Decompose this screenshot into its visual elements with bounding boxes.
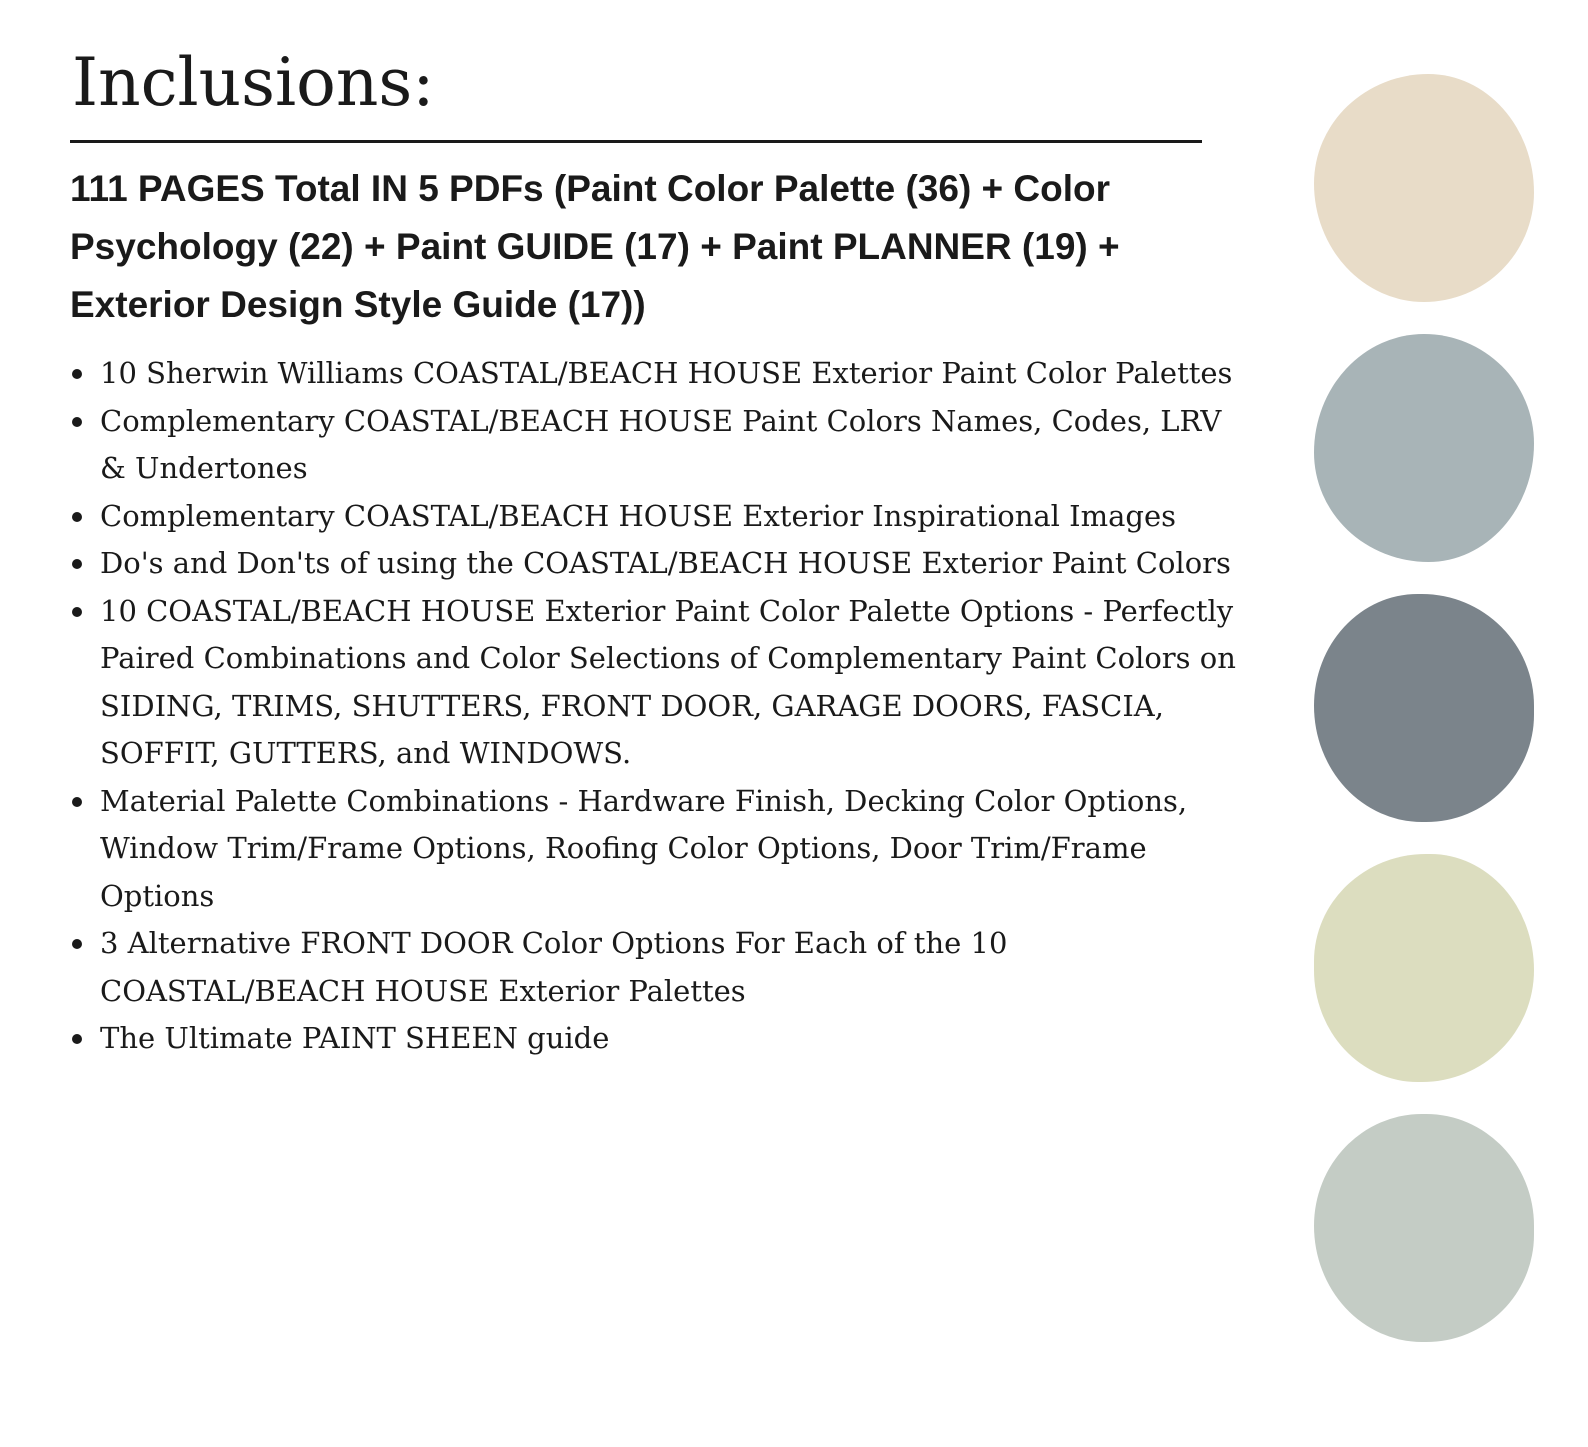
- title-divider: [70, 140, 1202, 143]
- bullet-icon: [72, 939, 82, 949]
- list-item-text: Material Palette Combinations - Hardware Finish, Decking Color Options, Window Trim/Frame Options, Roofing Color Options, Door Trim/Frame Options: [100, 783, 1188, 913]
- list-item-text: 10 COASTAL/BEACH HOUSE Exterior Paint Color Palette Options - Perfectly Paired Combinations and Color Selections of Complementary Paint Colors on SIDING, TRIMS, SHUTTERS, FRONT DOOR, GARAGE DOORS, FASCIA, SOFFIT, GUTTERS, and WINDOWS.: [100, 593, 1236, 770]
- list-item: [68, 398, 1238, 493]
- list-item-text: 10 Sherwin Williams COASTAL/BEACH HOUSE Exterior Paint Color Palettes: [100, 356, 1233, 390]
- list-item-text: Do's and Don'ts of using the COASTAL/BEACH HOUSE Exterior Paint Colors: [100, 546, 1231, 580]
- list-item-text: Complementary COASTAL/BEACH HOUSE Exterior Inspirational Images: [100, 498, 1177, 533]
- list-item: [68, 350, 1238, 398]
- paint-swatch: [1314, 74, 1534, 302]
- list-item-text: 3 Alternative FRONT DOOR Color Options For Each of the 10 COASTAL/BEACH HOUSE Exterior Palettes: [100, 926, 1008, 1008]
- pages-summary: 111 PAGES Total IN 5 PDFs (Paint Color Palette (36) + Color Psychology (22) + Paint GUIDE (17) + Paint PLANNER (19) + Exterior Design Style Guide (17)): [70, 168, 1120, 325]
- page-title: Inclusions:: [72, 44, 435, 121]
- inclusions-list: [68, 350, 1238, 1063]
- paint-swatch: [1314, 334, 1534, 562]
- bullet-icon: [72, 797, 82, 807]
- bullet-icon: [72, 417, 82, 427]
- list-item: [68, 778, 1238, 921]
- list-item: [68, 920, 1238, 1015]
- bullet-icon: [72, 369, 82, 379]
- bullet-icon: [72, 607, 82, 617]
- bullet-icon: [72, 559, 82, 569]
- list-item-text: Complementary COASTAL/BEACH HOUSE Paint Colors Names, Codes, LRV & Undertones: [100, 403, 1222, 485]
- list-item: [68, 493, 1238, 541]
- paint-swatch: [1314, 854, 1534, 1082]
- paint-swatch: [1314, 594, 1534, 822]
- paint-swatch-column: [1314, 74, 1536, 1374]
- bullet-icon: [72, 1034, 82, 1044]
- paint-swatch: [1314, 1114, 1534, 1342]
- list-item-text: The Ultimate PAINT SHEEN guide: [100, 1021, 610, 1055]
- list-item: [68, 540, 1238, 588]
- bullet-icon: [72, 512, 82, 522]
- list-item: [68, 588, 1238, 778]
- list-item: [68, 1015, 1238, 1063]
